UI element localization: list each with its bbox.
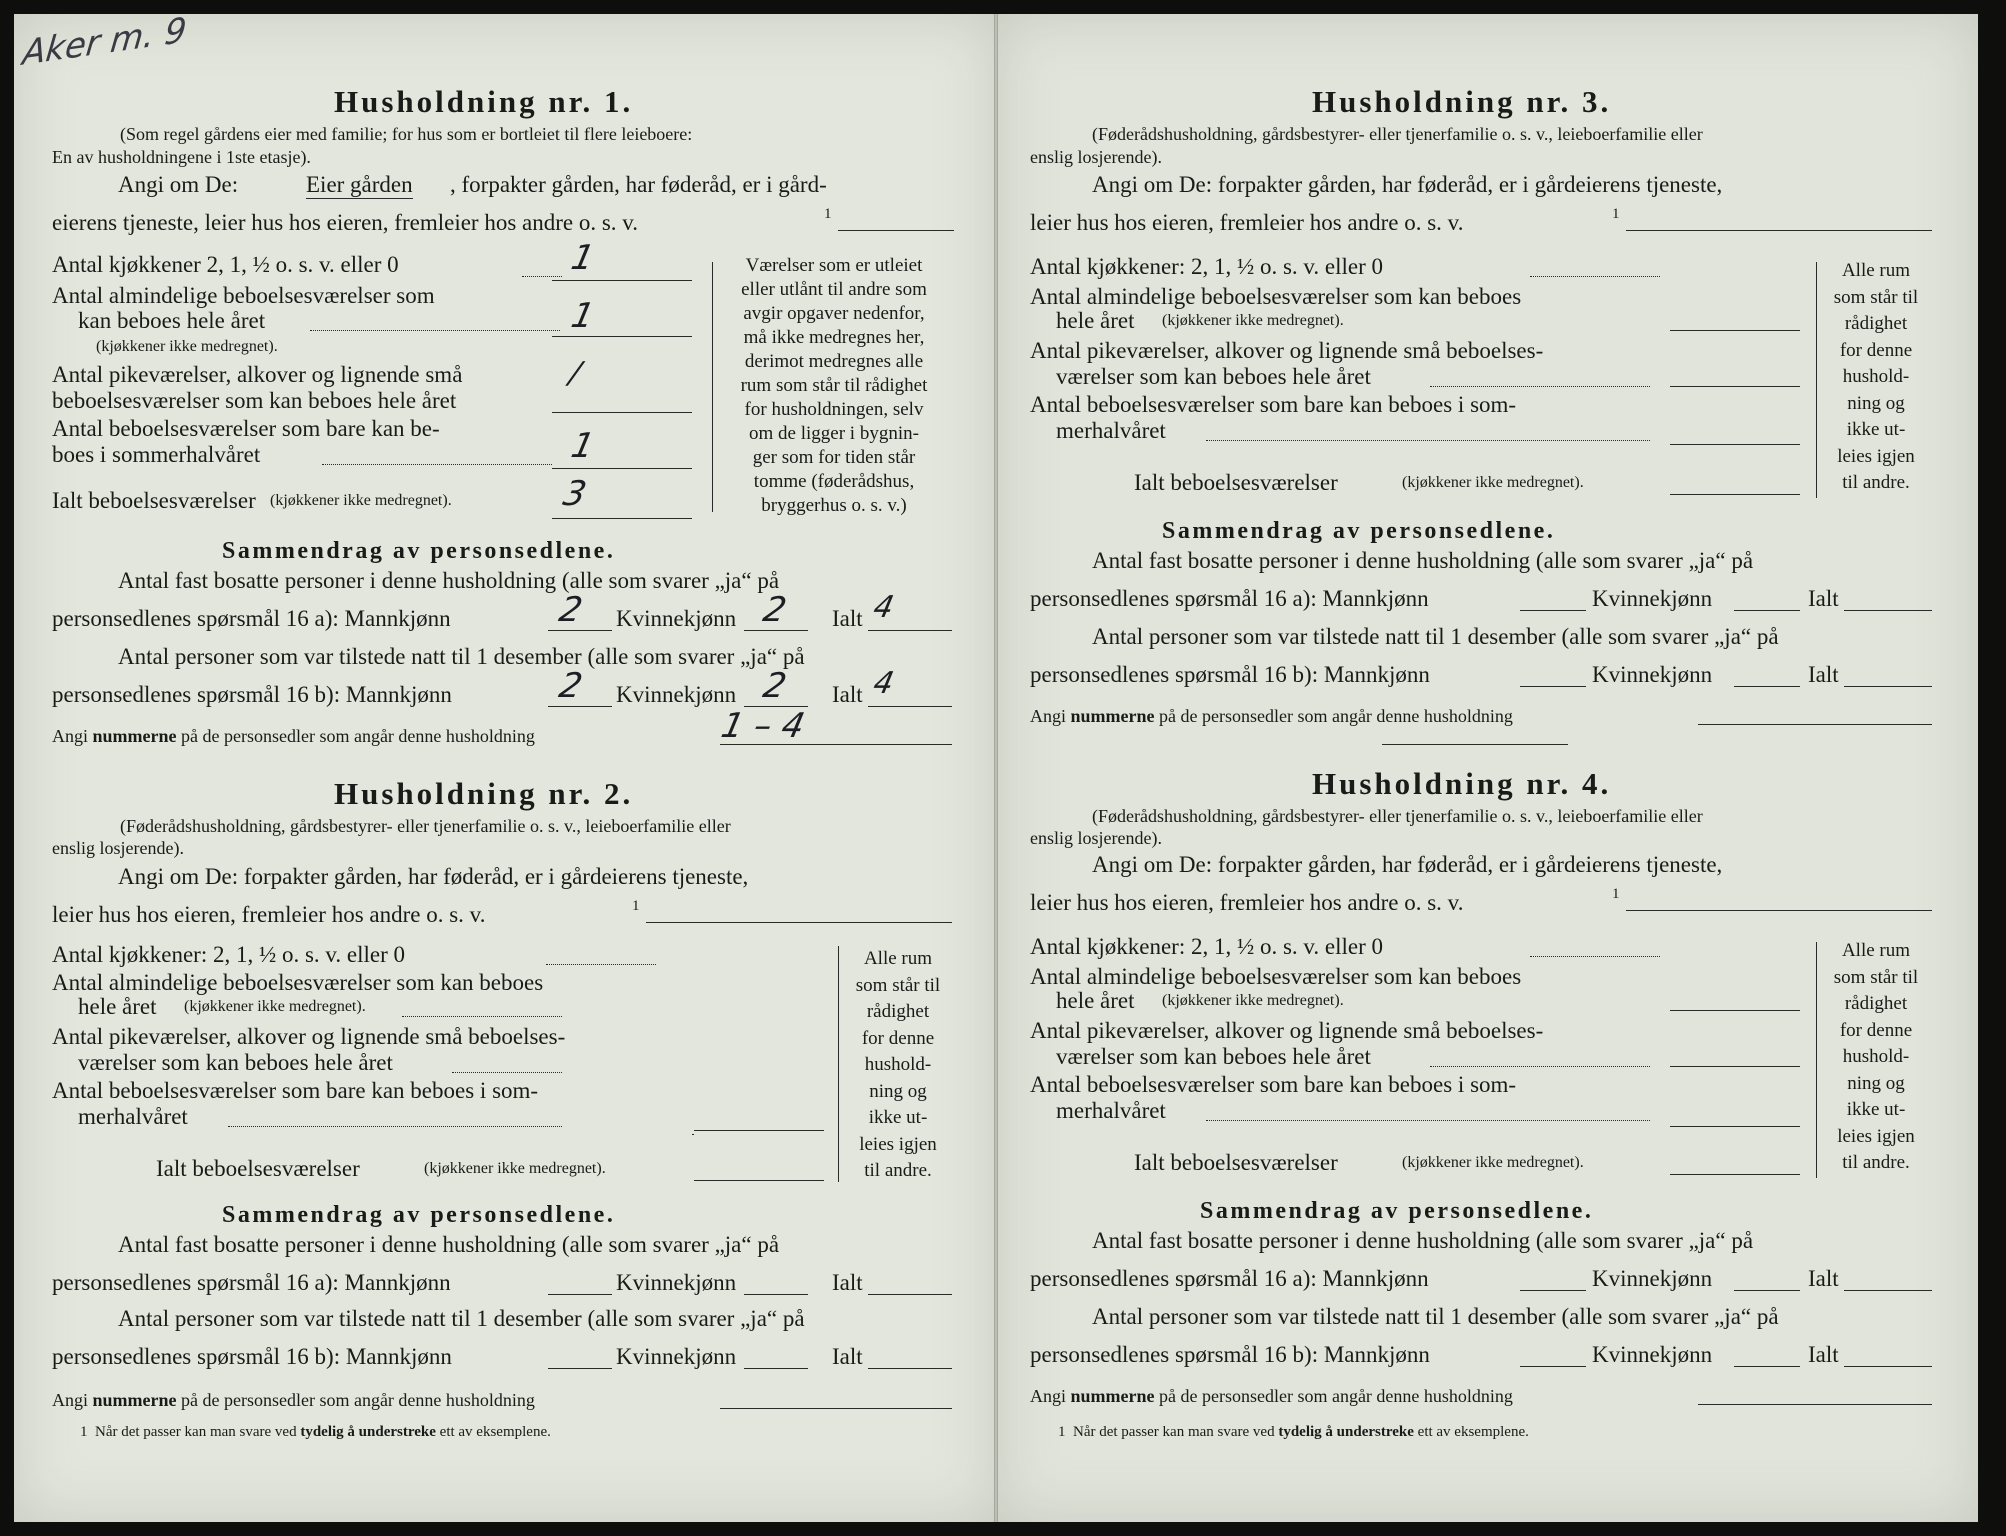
- h4-ialt-b: Ialt: [1808, 1342, 1839, 1367]
- h2-som-answer-line[interactable]: [694, 1130, 824, 1131]
- h3-angi-answer-line[interactable]: [1626, 230, 1932, 231]
- h2-line-a-m[interactable]: [548, 1294, 612, 1295]
- h3-som-answer-line[interactable]: [1670, 444, 1800, 445]
- h1-angi-nummer: Angi nummerne på de personsedler som angår denne husholdning: [52, 726, 535, 746]
- h1-a-sum-a-k[interactable]: 2: [759, 590, 790, 630]
- h1-kjokken-line: [552, 280, 692, 281]
- h1-dots: [522, 276, 562, 277]
- h4-q-alm-1: Antal almindelige beboelsesværelser som kan beboes: [1030, 964, 1522, 989]
- h3-pike-answer-line[interactable]: [1670, 386, 1800, 387]
- h4-angi-1: Angi om De: forpakter gården, har føderåd, er i gårdeierens tjeneste,: [1092, 852, 1723, 877]
- h3-q-alm-2: hele året: [1056, 308, 1135, 333]
- h3-side-note: Alle rum som står til rådighet for denne hushold- ning og ikke ut- leies igjen til andre.: [1833, 260, 1919, 493]
- h2-angi-2: leier hus hos eieren, fremleier hos andre o. s. v.: [52, 902, 486, 927]
- h1-line-b-m: [548, 706, 612, 707]
- h2-dots-4: [228, 1126, 562, 1127]
- h2-line-b-m[interactable]: [548, 1368, 612, 1369]
- h1-a-ialt[interactable]: 3: [559, 474, 590, 514]
- h3-sum-b-2: personsedlenes spørsmål 16 b): Mannkjønn: [1030, 662, 1430, 687]
- h4-sum-b-1: Antal personer som var tilstede natt til 1 desember (alle som svarer „ja“ på: [1092, 1304, 1779, 1329]
- h1-angi-options-2: eierens tjeneste, leier hus hos eieren, fremleier hos andre o. s. v.: [52, 210, 639, 235]
- h1-ialt-line: [552, 518, 692, 519]
- h1-sum-b-2: personsedlenes spørsmål 16 b): Mannkjønn: [52, 682, 452, 707]
- h3-q-alm-3: (kjøkkener ikke medregnet).: [1162, 312, 1344, 329]
- h2-side-note: Alle rum som står til rådighet for denne hushold- ning og ikke ut- leies igjen til andre.: [855, 948, 941, 1181]
- h1-side-note: Værelser som er utleiet eller utlånt til andre som avgir opgaver nedenfor, må ikke medregnes her, derimot medregnes alle rum som står til rådighet for husholdningen, selv om de ligger i bygnin- ger som for tiden står tomme (føderådshus, bryggerhus o. s. v.): [740, 255, 928, 516]
- h3-ialt-answer-line[interactable]: [1670, 494, 1800, 495]
- h4-angi-2: leier hus hos eieren, fremleier hos andre o. s. v.: [1030, 890, 1464, 915]
- h3-q-kjokken: Antal kjøkkener: 2, 1, ½ o. s. v. eller 0: [1030, 254, 1384, 279]
- household-2-note: (Føderådshusholdning, gårdsbestyrer- eller tjenerfamilie o. s. v., leieboerfamilie eller: [120, 816, 731, 836]
- h3-q-alm-1: Antal almindelige beboelsesværelser som kan beboes: [1030, 284, 1522, 309]
- h4-q-alm-3: (kjøkkener ikke medregnet).: [1162, 992, 1344, 1009]
- household-4-note: (Føderådshusholdning, gårdsbestyrer- eller tjenerfamilie o. s. v., leieboerfamilie eller: [1092, 806, 1703, 826]
- h3-angi-2: leier hus hos eieren, fremleier hos andre o. s. v.: [1030, 210, 1464, 235]
- h3-separator: [1382, 744, 1568, 745]
- h1-summary-title: Sammendrag av personsedlene.: [222, 538, 616, 564]
- h2-kvinne-b: Kvinnekjønn: [616, 1344, 737, 1369]
- h1-q-alm-3: (kjøkkener ikke medregnet).: [96, 338, 278, 355]
- h1-q-som-1: Antal beboelsesværelser som bare kan be-: [52, 416, 440, 441]
- h4-q-kjokken: Antal kjøkkener: 2, 1, ½ o. s. v. eller 0: [1030, 934, 1384, 959]
- page-fold: [994, 14, 998, 1522]
- h2-dots-3: [452, 1072, 562, 1073]
- h1-footnote-ref: 1: [824, 206, 832, 222]
- h4-q-alm-2: hele året: [1056, 988, 1135, 1013]
- h1-alm-line: [552, 336, 692, 337]
- h3-alm-answer-line[interactable]: [1670, 330, 1800, 331]
- h4-q-som-2: merhalvåret: [1056, 1098, 1166, 1123]
- h1-line-a-k: [744, 630, 808, 631]
- h2-som-line: [692, 1134, 694, 1135]
- h4-kvinne-a: Kvinnekjønn: [1592, 1266, 1713, 1291]
- h2-q-alm-1: Antal almindelige beboelsesværelser som kan beboes: [52, 970, 544, 995]
- h2-q-pike-2: værelser som kan beboes hele året: [78, 1050, 393, 1075]
- h1-a-pike[interactable]: /: [566, 356, 584, 391]
- h1-kvinne-b: Kvinnekjønn: [616, 682, 737, 707]
- h4-q-ialt-note: (kjøkkener ikke medregnet).: [1402, 1154, 1584, 1171]
- h4-footnote-ref: 1: [1612, 886, 1620, 902]
- h1-line-nummer: [720, 744, 952, 745]
- h1-q-ialt: Ialt beboelsesværelser: [52, 488, 256, 513]
- h3-angi-1: Angi om De: forpakter gården, har føderåd, er i gårdeierens tjeneste,: [1092, 172, 1723, 197]
- h4-line-b-i[interactable]: [1844, 1366, 1932, 1367]
- h3-angi-nummer: Angi nummerne på de personsedler som angår denne husholdning: [1030, 706, 1513, 726]
- h4-som-answer-line[interactable]: [1670, 1126, 1800, 1127]
- h1-q-pike-2: beboelsesværelser som kan beboes hele året: [52, 388, 457, 413]
- h2-line-b-i[interactable]: [868, 1368, 952, 1369]
- household-1-note: (Som regel gårdens eier med familie; for hus som er bortleiet til flere leieboere:: [120, 124, 693, 144]
- h3-sum-b-1: Antal personer som var tilstede natt til 1 desember (alle som svarer „ja“ på: [1092, 624, 1779, 649]
- h1-angi-options: , forpakter gården, har føderåd, er i gård-: [450, 172, 827, 197]
- h4-sum-a-1: Antal fast bosatte personer i denne husholdning (alle som svarer „ja“ på: [1092, 1228, 1754, 1253]
- h1-a-sum-a-i[interactable]: 4: [870, 590, 897, 625]
- h3-line-b-i[interactable]: [1844, 686, 1932, 687]
- h2-line-a-i[interactable]: [868, 1294, 952, 1295]
- household-1-section: [52, 0, 952, 760]
- left-footnote: 1 Når det passer kan man svare ved tydelig å understreke ett av eksemplene.: [80, 1424, 551, 1440]
- h4-line-b-m[interactable]: [1520, 1366, 1586, 1367]
- h3-footnote-ref: 1: [1612, 206, 1620, 222]
- h1-q-som-2: boes i sommerhalvåret: [52, 442, 261, 467]
- h4-pike-answer-line[interactable]: [1670, 1066, 1800, 1067]
- h4-dots-3: [1430, 1066, 1650, 1067]
- h1-q-kjokken: Antal kjøkkener 2, 1, ½ o. s. v. eller 0: [52, 252, 399, 277]
- h4-ialt-a: Ialt: [1808, 1266, 1839, 1291]
- h2-footnote-ref: 1: [632, 898, 640, 914]
- h2-q-alm-3: (kjøkkener ikke medregnet).: [184, 998, 366, 1015]
- h1-angi-answer-line[interactable]: [838, 230, 954, 231]
- h4-sum-b-2: personsedlenes spørsmål 16 b): Mannkjønn: [1030, 1342, 1430, 1367]
- h4-dots-4: [1206, 1120, 1650, 1121]
- h3-q-som-1: Antal beboelsesværelser som bare kan beboes i som-: [1030, 392, 1517, 417]
- h2-ialt-b: Ialt: [832, 1344, 863, 1369]
- h2-angi-answer-line[interactable]: [646, 922, 952, 923]
- corner-handwritten-note: Aker m. 9: [20, 10, 189, 74]
- h2-brace: [838, 946, 839, 1182]
- h2-sum-a-1: Antal fast bosatte personer i denne husholdning (alle som svarer „ja“ på: [118, 1232, 780, 1257]
- h4-side-note: Alle rum som står til rådighet for denne hushold- ning og ikke ut- leies igjen til andre.: [1833, 940, 1919, 1173]
- h1-dots-3: [322, 464, 552, 465]
- h1-line-a-m: [548, 630, 612, 631]
- h3-ialt-b: Ialt: [1808, 662, 1839, 687]
- h3-dots-3: [1430, 386, 1650, 387]
- h4-line-a-i[interactable]: [1844, 1290, 1932, 1291]
- household-3-title: Husholdning nr. 3.: [1312, 84, 1612, 119]
- h2-q-som-2: merhalvåret: [78, 1104, 188, 1129]
- h4-alm-answer-line[interactable]: [1670, 1010, 1800, 1011]
- h1-line-b-i: [868, 706, 952, 707]
- h1-a-sum-b-m[interactable]: 2: [555, 666, 586, 706]
- h3-line-b-k[interactable]: [1734, 686, 1800, 687]
- household-1-note-2: En av husholdningene i 1ste etasje).: [52, 147, 311, 167]
- h2-dots-2: [402, 1016, 562, 1017]
- h3-dots-1: [1530, 276, 1660, 277]
- h3-line-a-i[interactable]: [1844, 610, 1932, 611]
- h2-q-alm-2: hele året: [78, 994, 157, 1019]
- h1-a-nummer[interactable]: 1 – 4: [717, 706, 809, 746]
- h4-sum-a-2: personsedlenes spørsmål 16 a): Mannkjønn: [1030, 1266, 1429, 1291]
- h3-summary-title: Sammendrag av personsedlene.: [1162, 518, 1556, 544]
- h4-dots-1: [1530, 956, 1660, 957]
- h2-q-ialt-note: (kjøkkener ikke medregnet).: [424, 1160, 606, 1177]
- h3-line-a-k[interactable]: [1734, 610, 1800, 611]
- h2-line-a-k[interactable]: [744, 1294, 808, 1295]
- h3-ialt-a: Ialt: [1808, 586, 1839, 611]
- h1-q-alm-1: Antal almindelige beboelsesværelser som: [52, 283, 435, 308]
- h1-sum-a-1: Antal fast bosatte personer i denne husholdning (alle som svarer „ja“ på: [118, 568, 780, 593]
- h4-kvinne-b: Kvinnekjønn: [1592, 1342, 1713, 1367]
- household-4-note-2: enslig losjerende).: [1030, 828, 1162, 848]
- h1-ialt-a: Ialt: [832, 606, 863, 631]
- h3-q-ialt: Ialt beboelsesværelser: [1134, 470, 1338, 495]
- household-2-note-2: enslig losjerende).: [52, 838, 184, 858]
- h4-q-pike-1: Antal pikeværelser, alkover og lignende små beboelses-: [1030, 1018, 1544, 1043]
- h1-som-line: [552, 468, 692, 469]
- h4-line-b-k[interactable]: [1734, 1366, 1800, 1367]
- household-4-title: Husholdning nr. 4.: [1312, 766, 1612, 801]
- h1-line-a-i: [868, 630, 952, 631]
- h4-q-ialt: Ialt beboelsesværelser: [1134, 1150, 1338, 1175]
- h4-line-a-m[interactable]: [1520, 1290, 1586, 1291]
- h4-angi-nummer: Angi nummerne på de personsedler som angår denne husholdning: [1030, 1386, 1513, 1406]
- h3-line-nummer[interactable]: [1698, 724, 1932, 725]
- household-1-title: Husholdning nr. 1.: [334, 84, 634, 119]
- h4-line-nummer[interactable]: [1698, 1404, 1932, 1405]
- h3-q-pike-1: Antal pikeværelser, alkover og lignende små beboelses-: [1030, 338, 1544, 363]
- h3-q-som-2: merhalvåret: [1056, 418, 1166, 443]
- h1-q-ialt-note: (kjøkkener ikke medregnet).: [270, 492, 452, 509]
- h2-q-kjokken: Antal kjøkkener: 2, 1, ½ o. s. v. eller 0: [52, 942, 406, 967]
- h1-a-sum-b-i[interactable]: 4: [870, 666, 897, 701]
- h3-kvinne-a: Kvinnekjønn: [1592, 586, 1713, 611]
- h1-ialt-b: Ialt: [832, 682, 863, 707]
- h3-sum-a-1: Antal fast bosatte personer i denne husholdning (alle som svarer „ja“ på: [1092, 548, 1754, 573]
- h2-dots-1: [546, 964, 656, 965]
- household-3-note-2: enslig losjerende).: [1030, 147, 1162, 167]
- h1-a-sum-a-m[interactable]: 2: [555, 590, 586, 630]
- h1-a-alm[interactable]: 1: [567, 296, 598, 336]
- h1-a-som[interactable]: 1: [567, 426, 598, 466]
- h4-angi-answer-line[interactable]: [1626, 910, 1932, 911]
- household-2-section: [52, 766, 952, 1446]
- h3-kvinne-b: Kvinnekjønn: [1592, 662, 1713, 687]
- h1-q-alm-2: kan beboes hele året: [78, 308, 266, 333]
- h3-line-b-m[interactable]: [1520, 686, 1586, 687]
- right-footnote: 1 Når det passer kan man svare ved tydelig å understreke ett av eksemplene.: [1058, 1424, 1529, 1440]
- h2-ialt-answer-line[interactable]: [694, 1180, 824, 1181]
- h4-brace: [1816, 942, 1817, 1178]
- h4-q-pike-2: værelser som kan beboes hele året: [1056, 1044, 1371, 1069]
- h2-q-ialt: Ialt beboelsesværelser: [156, 1156, 360, 1181]
- h1-a-sum-b-k[interactable]: 2: [759, 666, 790, 706]
- h4-ialt-answer-line[interactable]: [1670, 1174, 1800, 1175]
- h1-pike-line: [552, 412, 692, 413]
- h1-sum-b-1: Antal personer som var tilstede natt til 1 desember (alle som svarer „ja“ på: [118, 644, 805, 669]
- h3-dots-4: [1206, 440, 1650, 441]
- h2-sum-b-2: personsedlenes spørsmål 16 b): Mannkjønn: [52, 1344, 452, 1369]
- h4-summary-title: Sammendrag av personsedlene.: [1200, 1198, 1594, 1224]
- h2-line-b-k[interactable]: [744, 1368, 808, 1369]
- h1-sum-a-2: personsedlenes spørsmål 16 a): Mannkjønn: [52, 606, 451, 631]
- h2-summary-title: Sammendrag av personsedlene.: [222, 1202, 616, 1228]
- h2-angi-1: Angi om De: forpakter gården, har føderåd, er i gårdeierens tjeneste,: [118, 864, 749, 889]
- h2-sum-b-1: Antal personer som var tilstede natt til 1 desember (alle som svarer „ja“ på: [118, 1306, 805, 1331]
- h2-ialt-a: Ialt: [832, 1270, 863, 1295]
- h1-angi-label: Angi om De:: [118, 172, 239, 197]
- h3-line-a-m[interactable]: [1520, 610, 1586, 611]
- h1-dots-2: [310, 330, 560, 331]
- h2-kvinne-a: Kvinnekjønn: [616, 1270, 737, 1295]
- h2-line-nummer[interactable]: [720, 1408, 952, 1409]
- h3-sum-a-2: personsedlenes spørsmål 16 a): Mannkjønn: [1030, 586, 1429, 611]
- h1-angi-eier-selected[interactable]: Eier gården: [306, 172, 413, 197]
- household-3-section: [1030, 0, 1930, 760]
- h3-q-ialt-note: (kjøkkener ikke medregnet).: [1402, 474, 1584, 491]
- h2-sum-a-2: personsedlenes spørsmål 16 a): Mannkjønn: [52, 1270, 451, 1295]
- h4-line-a-k[interactable]: [1734, 1290, 1800, 1291]
- h1-kvinne-a: Kvinnekjønn: [616, 606, 737, 631]
- h3-q-pike-2: værelser som kan beboes hele året: [1056, 364, 1371, 389]
- h4-q-som-1: Antal beboelsesværelser som bare kan beboes i som-: [1030, 1072, 1517, 1097]
- h2-q-som-1: Antal beboelsesværelser som bare kan beboes i som-: [52, 1078, 539, 1103]
- h3-brace: [1816, 262, 1817, 498]
- household-2-title: Husholdning nr. 2.: [334, 776, 634, 811]
- h2-angi-nummer: Angi nummerne på de personsedler som angår denne husholdning: [52, 1390, 535, 1410]
- h1-brace: [712, 262, 713, 512]
- household-4-section: [1030, 766, 1930, 1446]
- household-3-note: (Føderådshusholdning, gårdsbestyrer- eller tjenerfamilie o. s. v., leieboerfamilie eller: [1092, 124, 1703, 144]
- h1-q-pike-1: Antal pikeværelser, alkover og lignende små: [52, 362, 463, 387]
- h2-q-pike-1: Antal pikeværelser, alkover og lignende små beboelses-: [52, 1024, 566, 1049]
- h1-a-kjokken[interactable]: 1: [567, 238, 598, 278]
